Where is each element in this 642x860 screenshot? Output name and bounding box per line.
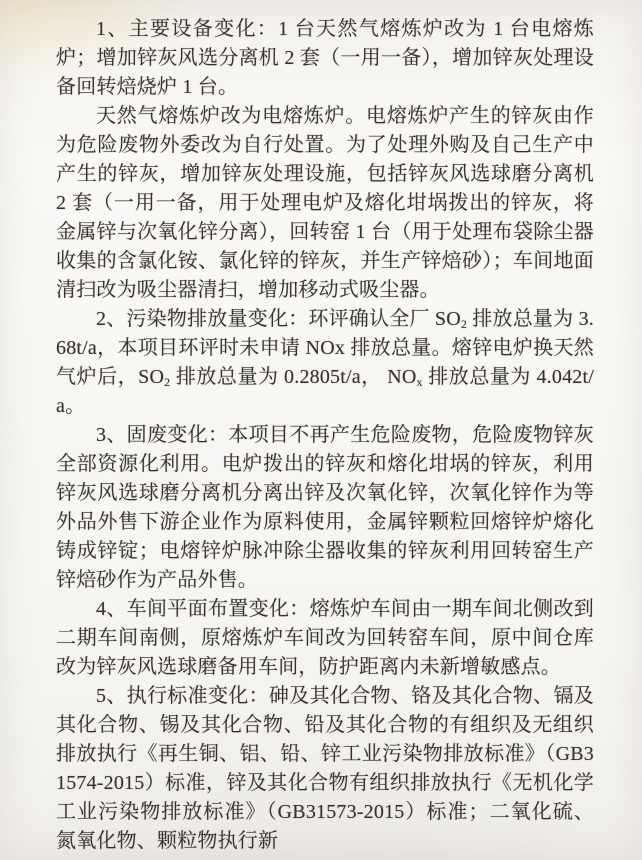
paragraph-standards-changes: 5、执行标准变化：砷及其化合物、铬及其化合物、镉及其化合物、锡及其化合物、铅及其化合物的有组织及无组织排放执行《再生铜、铝、铅、锌工业污染物排放标准》（GB31574-2015）标准，锌及其化合物有组织排放执行《无机化学工业污染物排放标准》（GB31573-2015）标准；二氧化硫、氮氧化物、颗粒物执行新 [56,685,594,852]
paragraph-workshop-layout-changes: 4、车间平面布置变化：熔炼炉车间由一期车间北侧改到二期车间南侧，原熔炼炉车间改为回转窑车间，原中间仓库改为锌灰风选球磨备用车间，防护距离内未新增敏感点。 [56,598,594,678]
paragraph-furnace-change-detail: 天然气熔炼炉改为电熔炼炉。电熔炼炉产生的锌灰由作为危险废物外委改为自行处置。为了处理外购及自己生产中产生的锌灰，增加锌灰处理设施，包括锌灰风选球磨分离机 2 套（一用一备，用于处理电炉及熔化坩埚拨出的锌灰，将金属锌与次氧化锌分离），回转窑 1 台（用于处理布袋除尘器收集的含氯化铵、氯化锌的锌灰，并生产锌焙砂）；车间地面清扫改为吸尘器清扫，增加移动式吸尘器。 [56,105,594,301]
paragraph-pollutant-emission-changes: 2、污染物排放量变化：环评确认全厂 $SO_2$ 排放总量为 3.68t/a，本项目环评时未申请 NOx 排放总量。熔锌电炉换天然气炉后，$SO_2$ 排放总量为 0.2805t/a， $NO_x$ 排放总量为 4.042t/a。 [56,308,594,417]
paragraph-solid-waste-changes: 3、固废变化：本项目不再产生危险废物，危险废物锌灰全部资源化利用。电炉拨出的锌灰和熔化坩埚的锌灰，利用锌灰风选球磨分离机分离出锌及次氧化锌，次氧化锌作为等外品外售下游企业作为原料使用，金属锌颗粒回熔锌炉熔化铸成锌锭；电熔锌炉脉冲除尘器收集的锌灰利用回转窑生产锌焙砂作为产品外售。 [56,424,594,591]
document-body [56,15,594,856]
paragraph-main-equipment-changes: 1、主要设备变化：1 台天然气熔炼炉改为 1 台电熔炼炉；增加锌灰风选分离机 2 套（一用一备），增加锌灰处理设备回转焙烧炉 1 台。 [56,18,594,98]
